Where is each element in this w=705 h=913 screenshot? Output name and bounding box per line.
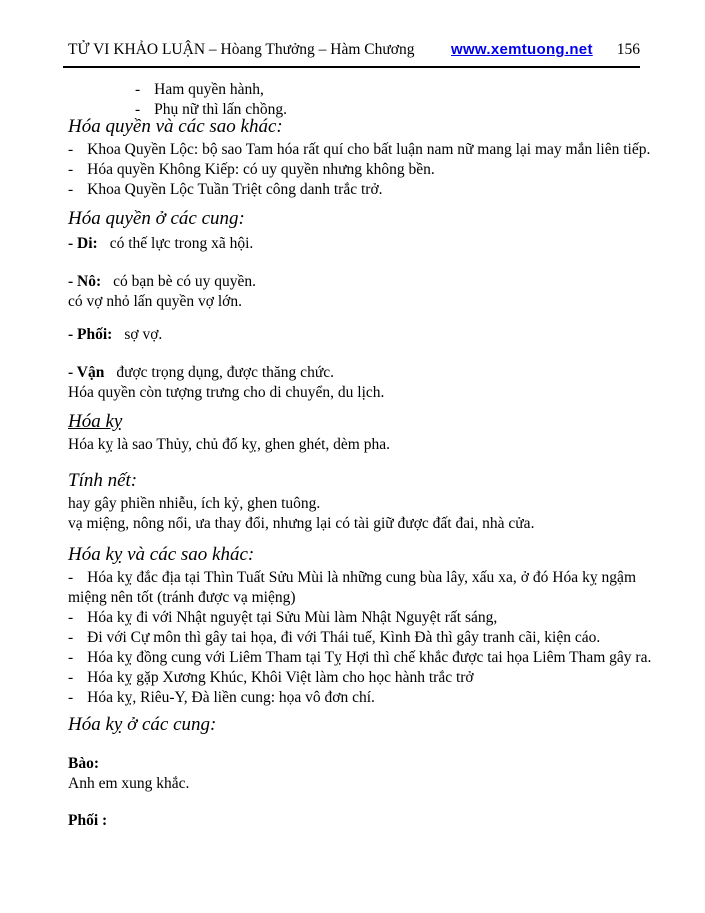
list-item-text: Hóa kỵ gặp Xương Khúc, Khôi Việt làm cho học hành trắc trở bbox=[87, 669, 474, 686]
list-item bbox=[68, 628, 636, 648]
dash-bullet: - bbox=[68, 649, 74, 666]
list-item-text: Khoa Quyền Lộc Tuần Triệt công danh trắc trở. bbox=[87, 181, 383, 198]
list-item bbox=[68, 688, 636, 708]
list-item-text: Ham quyền hành, bbox=[154, 81, 264, 98]
tinh-net-line: hay gây phiền nhiễu, ích kỷ, ghen tuông. bbox=[68, 495, 321, 512]
list-item-text: Phụ nữ thì lấn chồng. bbox=[154, 101, 287, 118]
page-number: 156 bbox=[616, 41, 640, 58]
cung-text-phoi: sợ vợ. bbox=[124, 326, 163, 343]
cung-text-di: có thế lực trong xã hội. bbox=[109, 235, 254, 252]
paragraph-phoi bbox=[68, 325, 636, 345]
document-title: TỬ VI KHẢO LUẬN – Hòang Thưởng – Hàm Chương bbox=[68, 41, 415, 58]
cung-label-phoi: - Phối: bbox=[68, 326, 113, 343]
list-item-text: Hóa kỵ đi với Nhật nguyệt tại Sửu Mùi làm Nhật Nguyệt rất sáng, bbox=[87, 609, 498, 626]
quyen-khac-list bbox=[68, 140, 651, 200]
cung-label-van: - Vận bbox=[68, 364, 105, 381]
list-item-text: Hóa quyền Không Kiếp: có uy quyền nhưng không bền. bbox=[87, 161, 435, 178]
dash-bullet: - bbox=[68, 669, 74, 686]
list-item bbox=[68, 160, 636, 180]
cung-text-van-line2: Hóa quyền còn tượng trưng cho di chuyển, du lịch. bbox=[68, 384, 385, 401]
list-item bbox=[68, 180, 636, 200]
paragraph-van-line1 bbox=[68, 363, 636, 383]
dash-bullet: - bbox=[68, 569, 74, 586]
section-heading-ky-cung: Hóa kỵ ở các cung: bbox=[68, 714, 217, 735]
section-heading-ky bbox=[68, 409, 636, 435]
page-header bbox=[0, 0, 705, 59]
tinh-net-line: vạ miệng, nông nổi, ưa thay đổi, nhưng lại có tài giữ được đất đai, nhà cửa. bbox=[68, 515, 535, 532]
cung-label-bao: Bào: bbox=[68, 755, 99, 772]
list-item-text: Hóa kỵ đắc địa tại Thìn Tuất Sửu Mùi là những cung bùa lây, xấu xa, ở đó Hóa kỵ ngậm miệng nên tốt (tránh được vạ miệng) bbox=[68, 569, 636, 606]
paragraph-ky-intro: Hóa kỵ là sao Thủy, chủ đố kỵ, ghen ghét, dèm pha. bbox=[68, 436, 390, 453]
paragraph-di bbox=[68, 234, 636, 254]
list-item bbox=[135, 80, 636, 100]
section-heading-quyen-khac: Hóa quyền và các sao khác: bbox=[68, 116, 283, 137]
section-heading-ky-text: Hóa kỵ bbox=[68, 411, 123, 432]
paragraph-van bbox=[68, 363, 636, 403]
page-content bbox=[0, 80, 705, 831]
paragraph-no bbox=[68, 272, 636, 312]
list-item bbox=[68, 568, 636, 608]
dash-bullet: - bbox=[68, 609, 74, 626]
section-heading-ky-khac: Hóa kỵ và các sao khác: bbox=[68, 544, 255, 565]
paragraph-tinh-net bbox=[68, 494, 636, 534]
header-right bbox=[451, 40, 640, 59]
website-link[interactable]: www.xemtuong.net bbox=[451, 41, 593, 58]
cung-text-no-line2: có vợ nhỏ lấn quyền vợ lớn. bbox=[68, 293, 242, 310]
dash-bullet: - bbox=[68, 629, 74, 646]
list-item bbox=[68, 140, 651, 160]
paragraph-no-line1 bbox=[68, 272, 636, 292]
list-item bbox=[68, 668, 636, 688]
list-item-text: Hóa kỵ, Riêu-Y, Đà liền cung: họa vô đơn chí. bbox=[87, 689, 375, 706]
ky-khac-list bbox=[68, 568, 652, 708]
cung-label-di: - Di: bbox=[68, 235, 98, 252]
cung-text-bao: Anh em xung khắc. bbox=[68, 775, 190, 792]
cung-text-van: được trọng dụng, được thăng chức. bbox=[116, 364, 334, 381]
dash-bullet: - bbox=[68, 689, 74, 706]
section-heading-quyen-cung: Hóa quyền ở các cung: bbox=[68, 208, 245, 229]
cung-label-phoi-2: Phối : bbox=[68, 812, 108, 829]
cung-text-no: có bạn bè có uy quyền. bbox=[113, 273, 257, 290]
header-rule bbox=[63, 66, 640, 68]
dash-bullet: - bbox=[135, 101, 141, 118]
paragraph-bao bbox=[68, 754, 636, 794]
dash-bullet: - bbox=[68, 141, 74, 158]
cung-label-no: - Nô: bbox=[68, 273, 102, 290]
dash-bullet: - bbox=[135, 81, 141, 98]
list-item-text: Khoa Quyền Lộc: bộ sao Tam hóa rất quí cho bất luận nam nữ mang lại may mắn liên tiếp. bbox=[87, 141, 651, 158]
list-item-text: Đi với Cự môn thì gây tai họa, đi với Thái tuế, Kình Đà thì gây tranh cãi, kiện cáo. bbox=[87, 629, 601, 646]
list-item bbox=[68, 608, 636, 628]
list-item bbox=[68, 648, 652, 668]
dash-bullet: - bbox=[68, 181, 74, 198]
dash-bullet: - bbox=[68, 161, 74, 178]
section-heading-tinh-net: Tính nết: bbox=[68, 470, 138, 491]
list-item-text: Hóa kỵ đồng cung với Liêm Tham tại Tỵ Hợi thì chế khắc được tai họa Liêm Tham gây ra. bbox=[87, 649, 652, 666]
